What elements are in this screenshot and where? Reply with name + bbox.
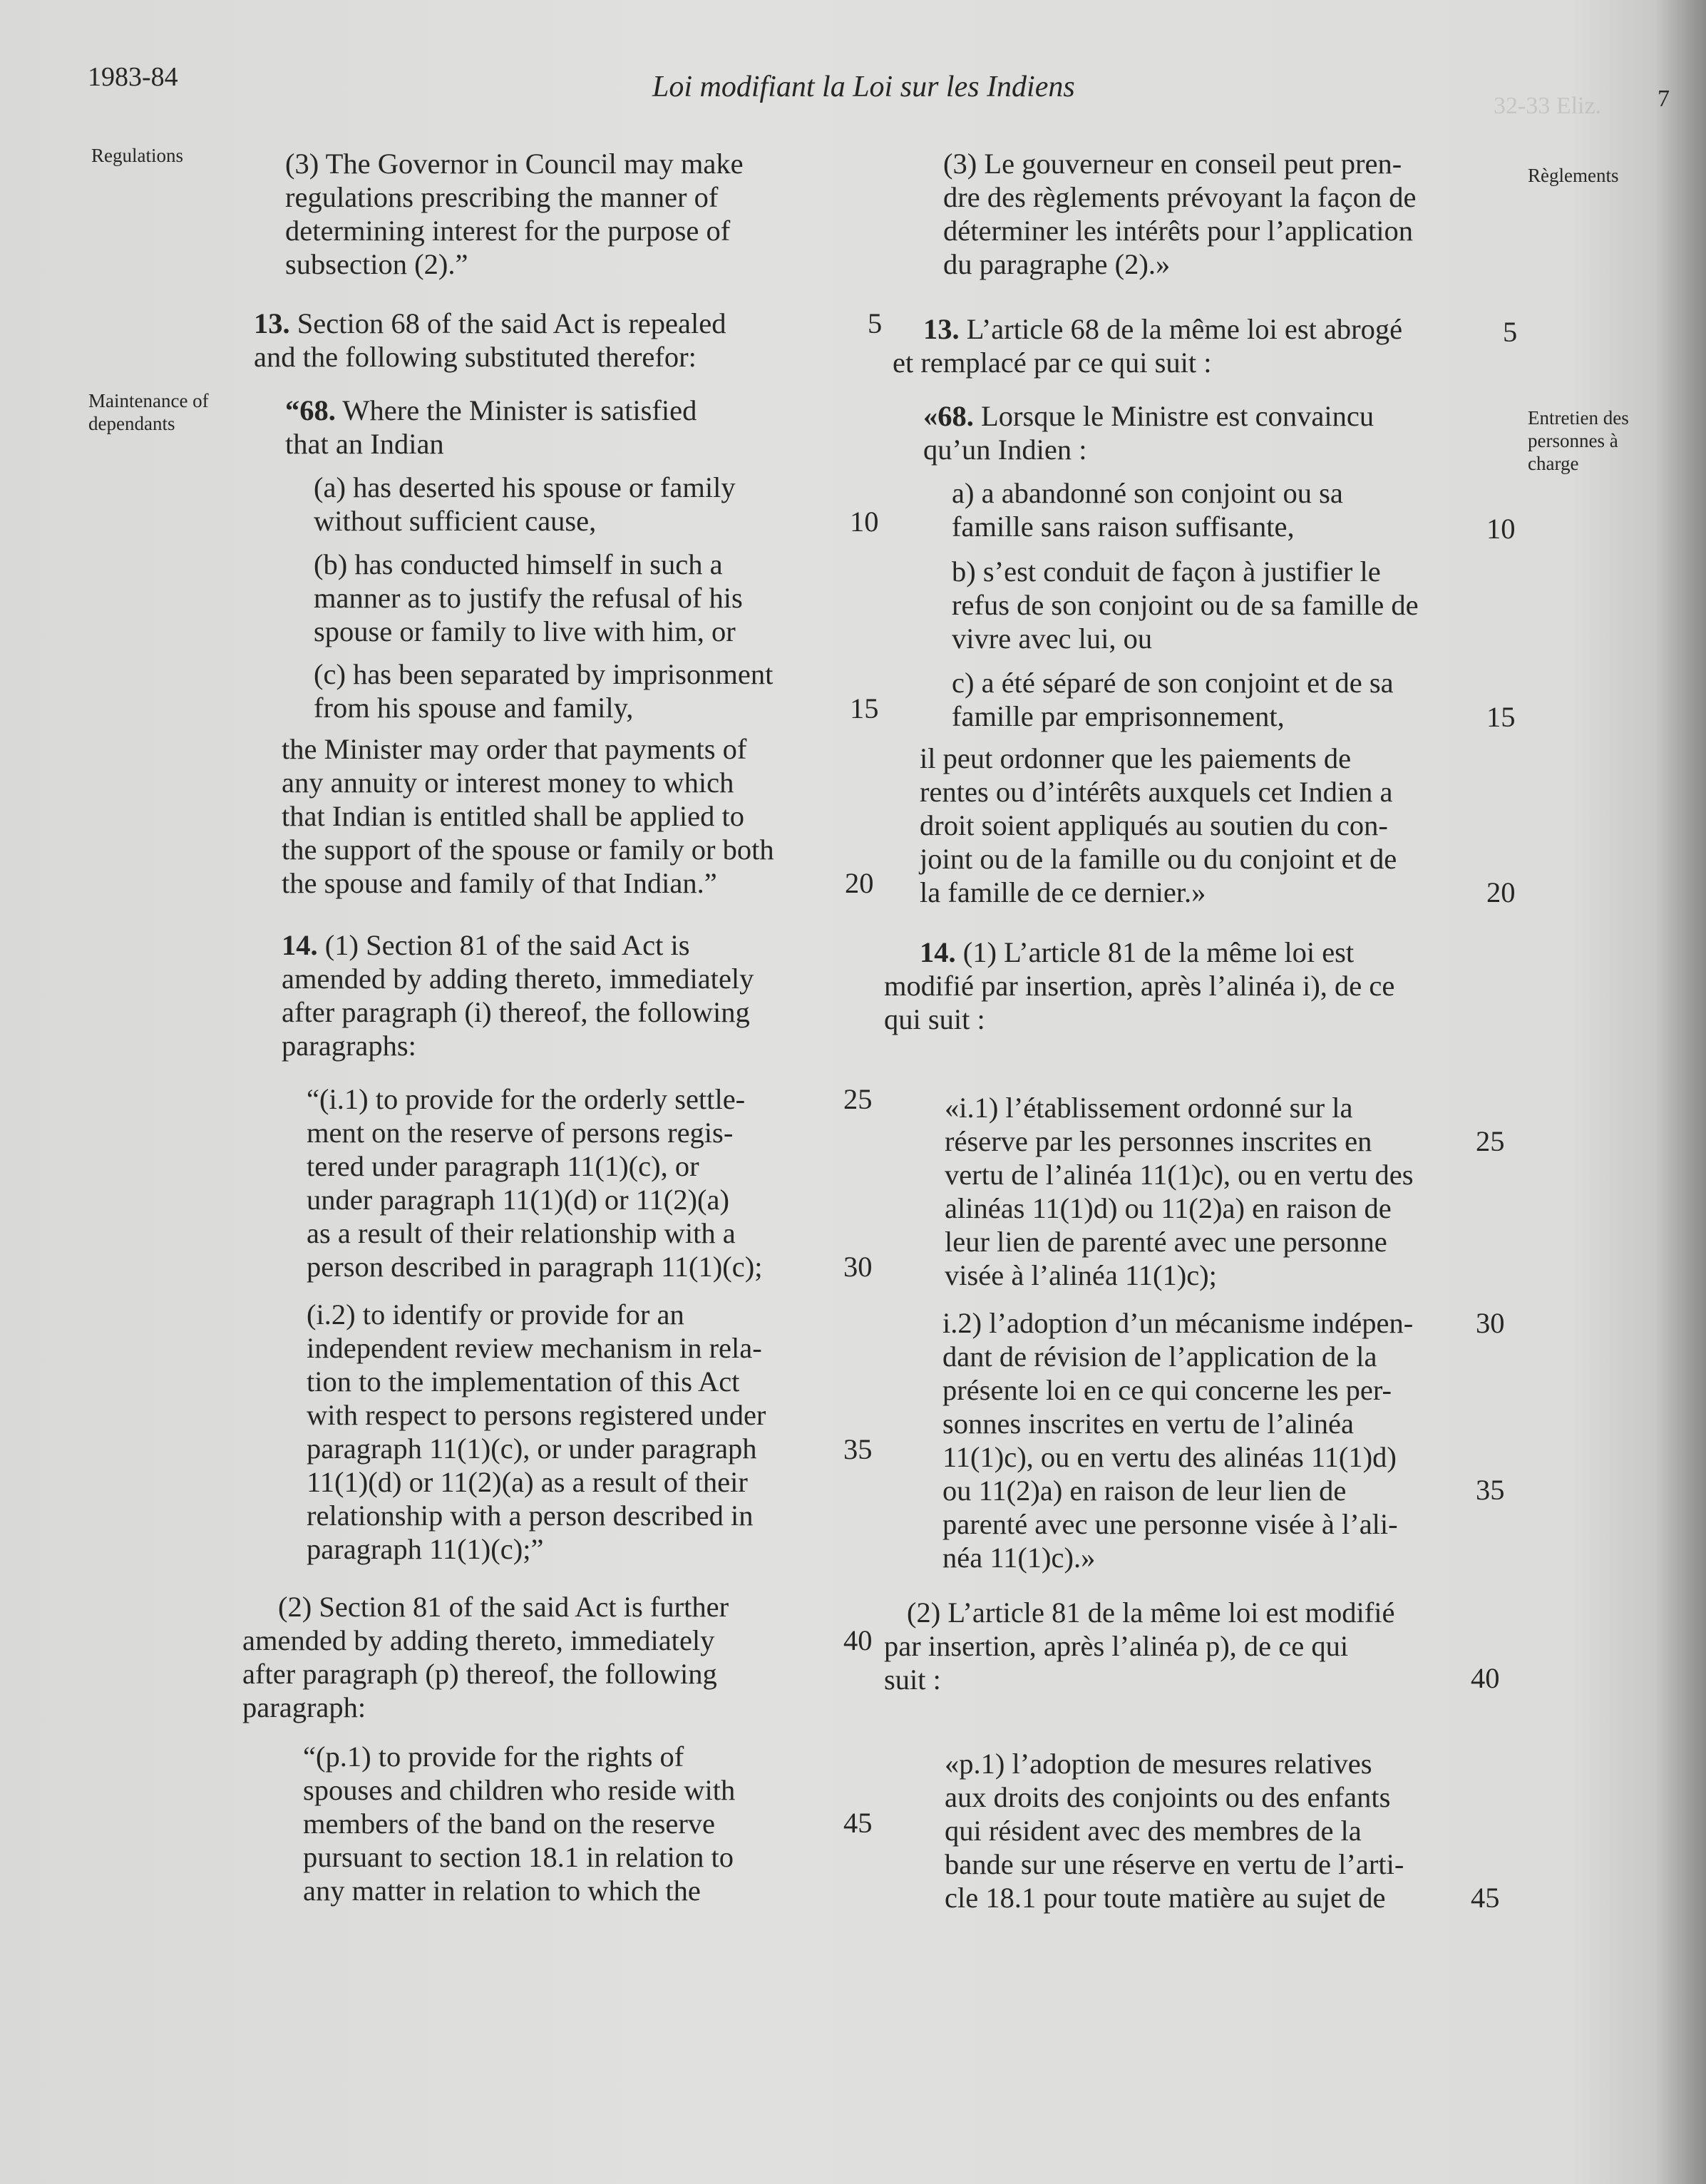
en-line-number-25: 25 (843, 1083, 873, 1115)
en-line-number-45: 45 (843, 1807, 873, 1839)
header-page-number: 7 (1658, 86, 1670, 112)
fr-line-number-35: 35 (1476, 1474, 1505, 1506)
fr-section-68-tail: il peut ordonner que les paiements de rentes ou d’intérêts auxquels cet Indien a droit soient appliqués au soutien du con- joint ou de la famille ou du conjoint et de la famille de ce dernier.» (920, 742, 1397, 908)
en-line-number-40: 40 (843, 1624, 873, 1656)
fr-line-number-15: 15 (1486, 701, 1516, 733)
fr-line-number-20: 20 (1486, 876, 1516, 908)
fr-subsection-3: (3) Le gouverneur en conseil peut pren- dre des règlements prévoyant la façon de déterminer les intérêts pour l’application du paragraphe (2).» (943, 148, 1417, 280)
en-line-number-35: 35 (843, 1433, 873, 1465)
en-section-14-1: 14. (1) Section 81 of the said Act is amended by adding thereto, immediately after paragraph (i) thereof, the following paragraphs: (282, 929, 754, 1062)
bleed-through-text: 32-33 Eliz. (1494, 93, 1602, 119)
en-paragraph-c: (c) has been separated by imprisonment from his spouse and family, (314, 658, 774, 724)
en-paragraph-a: (a) has deserted his spouse or family without sufficient cause, (314, 471, 736, 537)
en-section-13: 13. Section 68 of the said Act is repealed and the following substituted therefor: (254, 307, 726, 373)
en-line-number-30: 30 (843, 1251, 873, 1283)
fr-line-number-10: 10 (1486, 513, 1516, 545)
en-paragraph-i2: (i.2) to identify or provide for an independent review mechanism in rela- tion to the implementation of this Act with respect to persons registered under paragraph 11(1)(c), or under paragraph 11(1)(d) or 11(2)(a) as a result of their relationship with a person described in paragraph 11(1)(c);” (307, 1298, 766, 1565)
en-section-14-2: (2) Section 81 of the said Act is further amended by adding thereto, immediately after paragraph (p) thereof, the following paragraph: (242, 1591, 729, 1723)
header-title: Loi modifiant la Loi sur les Indiens (652, 71, 1075, 103)
fr-section-13: 13. L’article 68 de la même loi est abrogé et remplacé par ce qui suit : (893, 313, 1403, 379)
fr-paragraph-i1: «i.1) l’établissement ordonné sur la réserve par les personnes inscrites en vertu de l’alinéa 11(1)c), ou en vertu des alinéas 11(1)d) ou 11(2)a) en raison de leur lien de parenté avec une personne visée à l’alinéa 11(1)c); (945, 1092, 1414, 1291)
en-paragraph-p1: “(p.1) to provide for the rights of spouses and children who reside with members of the band on the reserve pursuant to section 18.1 in relation to any matter in relation to which the (303, 1740, 736, 1907)
margin-note-regulations: Regulations (91, 145, 183, 166)
en-section-68-tail: the Minister may order that payments of any annuity or interest money to which that Indian is entitled shall be applied to the support of the spouse or family or both the spouse and family of that Indian.” (282, 733, 774, 899)
fr-section-14-2: (2) L’article 81 de la même loi est modifié par insertion, après l’alinéa p), de ce qui suit : (884, 1596, 1395, 1696)
fr-paragraph-c: c) a été séparé de son conjoint et de sa famille par emprisonnement, (952, 667, 1394, 732)
en-paragraph-i1: “(i.1) to provide for the orderly settle- ment on the reserve of persons regis- tered under paragraph 11(1)(c), or under paragraph 11(1)(d) or 11(2)(a) as a result of their relationship with a person described in paragraph 11(1)(c); (307, 1083, 763, 1283)
en-subsection-3: (3) The Governor in Council may make regulations prescribing the manner of determining interest for the purpose of subsection (2).” (285, 148, 744, 280)
margin-note-reglements: Règlements (1528, 165, 1619, 186)
en-line-number-20: 20 (845, 867, 874, 899)
fr-paragraph-p1: «p.1) l’adoption de mesures relatives aux droits des conjoints ou des enfants qui résident avec des membres de la bande sur une réserve en vertu de l’arti- cle 18.1 pour toute matière au sujet de (945, 1748, 1404, 1914)
fr-paragraph-i2: i.2) l’adoption d’un mécanisme indépen- dant de révision de l’application de la présente loi en ce qui concerne les per- sonnes inscrites en vertu de l’alinéa 11(1)c), ou en vertu des alinéas 11(1)d) ou 11(2)a) en raison de leur lien de parenté avec une personne visée à l’ali- néa 11(1)c).» (942, 1307, 1414, 1574)
en-paragraph-b: (b) has conducted himself in such a manner as to justify the refusal of his spouse or family to live with him, or (314, 548, 743, 647)
fr-section-14-1: 14. (1) L’article 81 de la même loi est modifié par insertion, après l’alinéa i), de ce qui suit : (884, 936, 1395, 1035)
fr-line-number-25: 25 (1476, 1125, 1505, 1157)
en-line-number-10: 10 (850, 506, 879, 538)
fr-section-68: «68. Lorsque le Ministre est convaincu qu’un Indien : (923, 400, 1374, 466)
fr-paragraph-b: b) s’est conduit de façon à justifier le refus de son conjoint ou de sa famille de vivre avec lui, ou (952, 555, 1419, 655)
margin-note-maintenance: Maintenance of dependants (88, 390, 209, 434)
en-line-number-15: 15 (850, 692, 879, 724)
en-section-68: “68. Where the Minister is satisfied that an Indian (285, 394, 697, 460)
margin-note-entretien: Entretien des personnes à charge (1528, 407, 1629, 474)
en-line-number-5: 5 (868, 307, 883, 339)
fr-line-number-45: 45 (1471, 1882, 1500, 1914)
fr-line-number-5: 5 (1503, 316, 1518, 348)
fr-line-number-30: 30 (1476, 1307, 1505, 1339)
header-year: 1983-84 (88, 62, 178, 92)
fr-paragraph-a: a) a abandonné son conjoint ou sa famille sans raison suffisante, (952, 477, 1343, 543)
fr-line-number-40: 40 (1471, 1662, 1500, 1694)
